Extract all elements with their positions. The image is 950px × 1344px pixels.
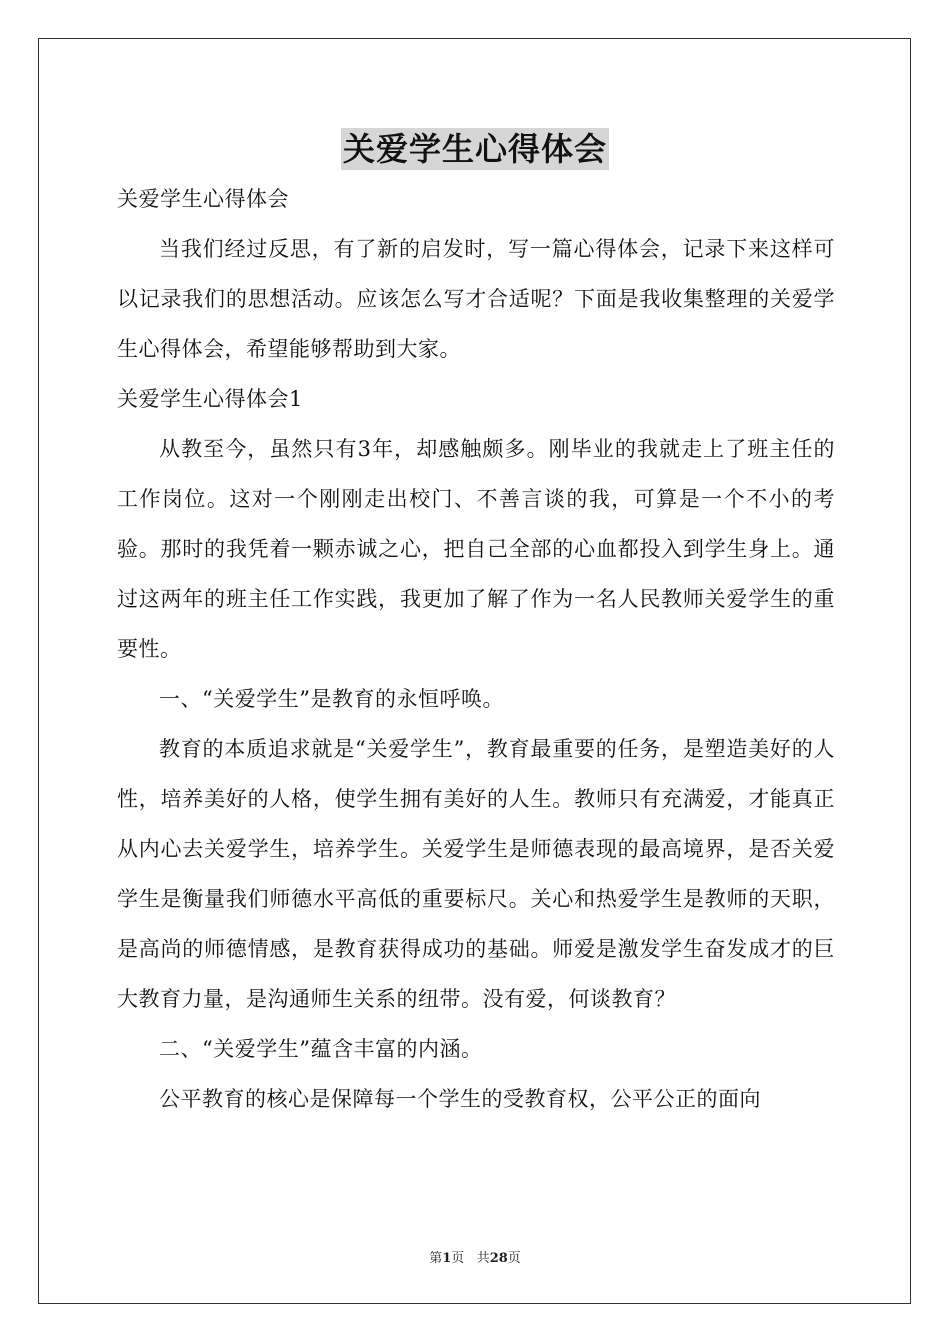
page-number: 1	[442, 1251, 452, 1266]
page-suffix: 页	[451, 1251, 465, 1266]
document-title-text: 关爱学生心得体会	[342, 130, 607, 168]
subtitle-paragraph: 关爱学生心得体会	[117, 187, 289, 211]
body-paragraph-1: 从教至今，虽然只有3年，却感触颇多。刚毕业的我就走上了班主任的工作岗位。这对一个刚刚走出校门、不善言谈的我，可算是一个不小的考验。那时的我凭着一颗赤诚之心，把自己全部的心血都投入到学生身上。通过这两年的班主任工作实践，我更加了解了作为一名人民教师关爱学生的重要性。	[117, 437, 835, 661]
page-footer	[0, 1247, 950, 1266]
intro-paragraph: 当我们经过反思，有了新的启发时，写一篇心得体会，记录下来这样可以记录我们的思想活动。应该怎么写才合适呢？下面是我收集整理的关爱学生心得体会，希望能够帮助到大家。	[117, 237, 835, 361]
page-prefix: 第	[429, 1251, 443, 1266]
point-heading-2: 二、“关爱学生”蕴含丰富的内涵。	[159, 1037, 483, 1061]
body-paragraph-2: 教育的本质追求就是“关爱学生”，教育最重要的任务，是塑造美好的人性，培养美好的人格，使学生拥有美好的人生。教师只有充满爱，才能真正从内心去关爱学生，培养学生。关爱学生是师德表现的最高境界，是否关爱学生是衡量我们师德水平高低的重要标尺。关心和热爱学生是教师的天职，是高尚的师德情感，是教育获得成功的基础。师爱是激发学生奋发成才的巨大教育力量，是沟通师生关系的纽带。没有爱，何谈教育？	[117, 737, 835, 1011]
document-body	[117, 174, 835, 1124]
body-paragraph-3: 公平教育的核心是保障每一个学生的受教育权，公平公正的面向	[159, 1087, 761, 1111]
total-suffix: 页	[507, 1251, 521, 1266]
section-heading-1: 关爱学生心得体会1	[117, 387, 303, 411]
point-heading-1: 一、“关爱学生”是教育的永恒呼唤。	[159, 687, 504, 711]
total-pages: 28	[489, 1251, 508, 1266]
total-prefix: 共	[476, 1251, 490, 1266]
document-title	[0, 128, 950, 170]
